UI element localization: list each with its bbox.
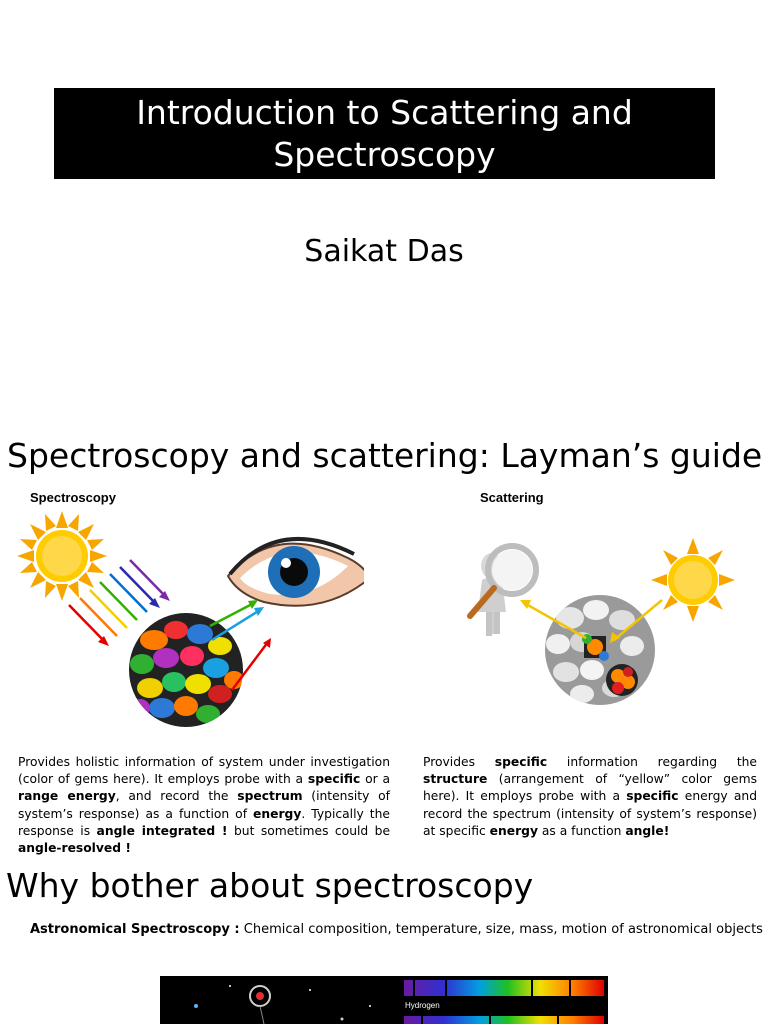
astronomical-spectrum-image <box>160 976 608 1024</box>
text-run: as a function <box>537 823 626 838</box>
astro-text: Chemical composition, temperature, size, mass, motion of astronomical objects <box>239 922 763 937</box>
slide1-title: Introduction to Scattering and Spectroscopy <box>54 88 715 179</box>
gems-sphere <box>126 610 246 730</box>
spectrum-label: Hydrogen <box>405 1001 440 1010</box>
eye-icon <box>228 539 364 606</box>
text-run: . Typically the response is <box>18 806 390 838</box>
text-run: specific <box>494 755 548 769</box>
text-run: but sometimes could be <box>227 823 391 838</box>
spectroscopy-heading: Spectroscopy <box>30 490 116 505</box>
text-run: range energy <box>18 789 116 804</box>
text-run: information regarding the <box>547 755 757 769</box>
author-name: Saikat Das <box>304 234 464 269</box>
scattering-description <box>423 754 757 840</box>
text-run: Provides holistic information of system under investigation (color of gems here). It employs probe with a <box>18 755 390 787</box>
spectroscopy-description <box>18 754 390 857</box>
text-run: (arrangement of “yellow” color gems here). It employs probe with a <box>423 772 757 804</box>
slide2-title: Spectroscopy and scattering: Layman’s guide <box>7 436 763 475</box>
sun-icon <box>651 538 735 622</box>
slide3-title: Why bother about spectroscopy <box>6 866 534 905</box>
spectroscopy-illustration <box>14 510 364 735</box>
text-run: structure <box>423 772 488 787</box>
text-run: (intensity of system’s response) as a function of <box>18 789 391 821</box>
astro-label: Astronomical Spectroscopy : <box>30 922 240 937</box>
text-run: specific <box>307 772 361 787</box>
text-run: specific <box>626 789 679 804</box>
text-run: angle! <box>625 823 670 838</box>
astronomical-spectroscopy-line <box>30 922 763 937</box>
text-run: Provides <box>423 755 495 769</box>
text-run: energy and record the spectrum (intensity of system’s response) at specific <box>423 789 757 838</box>
text-run: angle-resolved ! <box>18 841 131 856</box>
text-run: energy <box>489 823 538 838</box>
scattering-heading: Scattering <box>480 490 544 505</box>
sun-icon <box>17 511 107 601</box>
text-run: spectrum <box>237 789 303 804</box>
text-run: angle integrated ! <box>96 823 228 838</box>
text-run: , and record the <box>115 789 238 804</box>
scattering-illustration <box>440 530 750 715</box>
text-run: or a <box>360 772 390 787</box>
text-run: energy <box>253 806 302 821</box>
magnifier-person-icon <box>470 546 536 636</box>
white-gems-sphere <box>540 590 660 710</box>
star-field <box>160 976 608 1024</box>
